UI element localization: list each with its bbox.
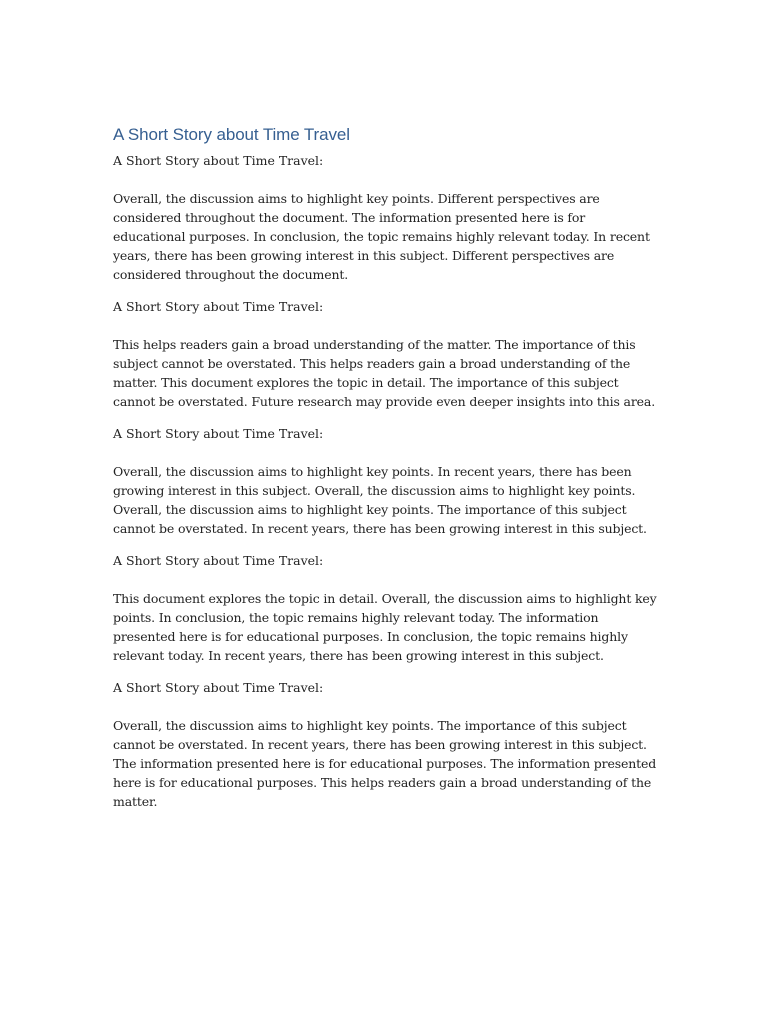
section-paragraph: Overall, the discussion aims to highlight key points. The importance of this subject cannot be overstated. In recent years, there has been growing interest in this subject. The information presented here is for educational purposes. The information presented here is for educational purposes. This helps readers gain a broad understanding of the matter. [113,718,657,809]
document-section [113,424,658,538]
section-heading: A Short Story about Time Travel: [113,553,324,568]
document-section [113,551,658,665]
section-paragraph: Overall, the discussion aims to highlight key points. In recent years, there has been growing interest in this subject. Overall, the discussion aims to highlight key points. Overall, the discussion aims to highlight key points. The importance of this subject cannot be overstated. In recent years, there has been growing interest in this subject. [113,464,647,536]
section-heading: A Short Story about Time Travel: [113,680,324,695]
section-paragraph: This document explores the topic in detail. Overall, the discussion aims to highlight key points. In conclusion, the topic remains highly relevant today. The information presented here is for educational purposes. In conclusion, the topic remains highly relevant today. In recent years, there has been growing interest in this subject. [113,591,657,663]
document-content [113,124,658,824]
section-heading: A Short Story about Time Travel: [113,153,324,168]
document-section [113,151,658,284]
section-heading: A Short Story about Time Travel: [113,426,324,441]
section-paragraph: Overall, the discussion aims to highlight key points. Different perspectives are considered throughout the document. The information presented here is for educational purposes. In conclusion, the topic remains highly relevant today. In recent years, there has been growing interest in this subject. Different perspectives are considered throughout the document. [113,191,650,282]
document-section [113,678,658,811]
document-section [113,297,658,411]
section-paragraph: This helps readers gain a broad understanding of the matter. The importance of this subject cannot be overstated. This helps readers gain a broad understanding of the matter. This document explores the topic in detail. The importance of this subject cannot be overstated. Future research may provide even deeper insights into this area. [113,337,656,409]
section-heading: A Short Story about Time Travel: [113,299,324,314]
document-title: A Short Story about Time Travel [113,125,350,144]
